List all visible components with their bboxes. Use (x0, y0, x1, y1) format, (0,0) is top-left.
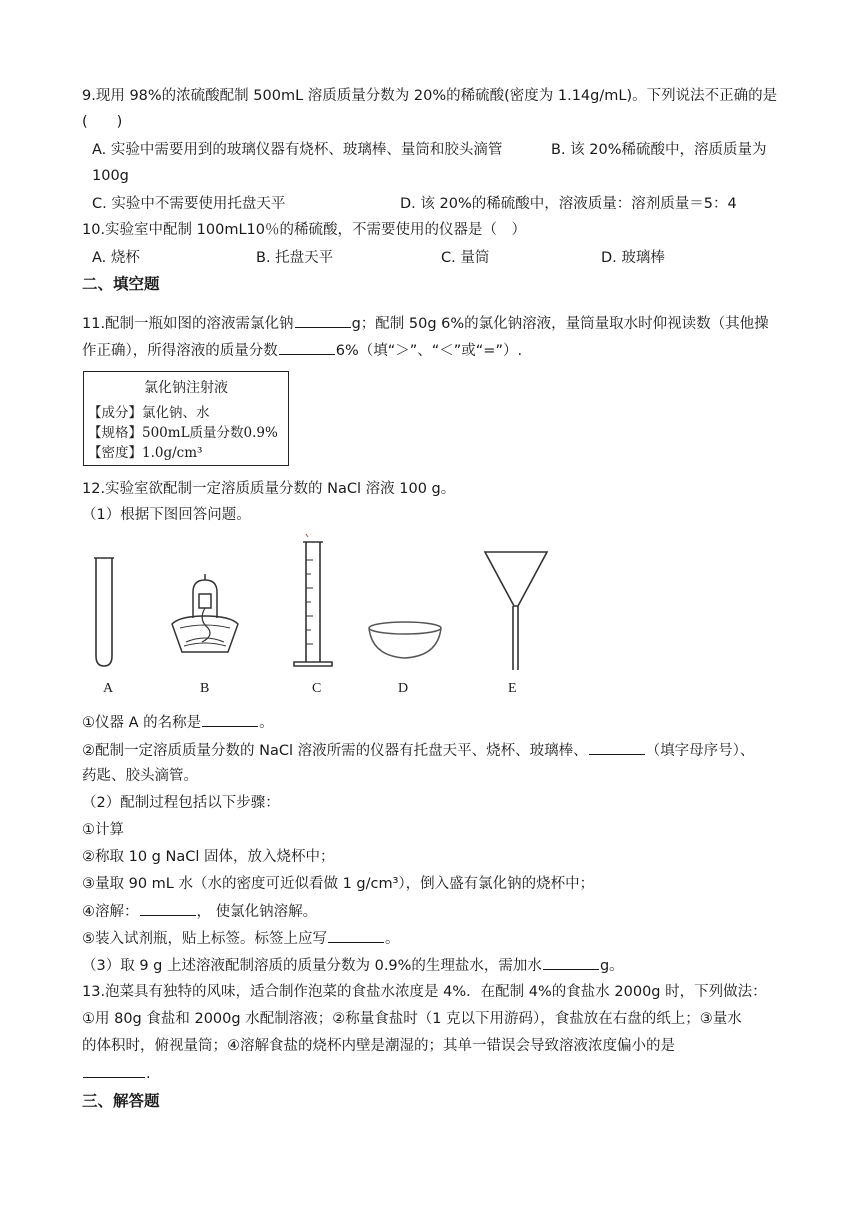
q11-line2 (82, 340, 522, 361)
apparatus-figure (80, 530, 560, 680)
q12-step5-text: ⑤装入试剂瓶，贴上标签。标签上应写 (82, 931, 327, 947)
label-key: 【密度】 (88, 445, 142, 461)
section-answer-title: 三、解答题 (82, 1092, 160, 1110)
q9-stem: 9.现用 98%的浓硫酸配制 500mL 溶质质量分数为 20%的稀硫酸(密度为 1.14g/mL)。下列说法不正确的是 (82, 88, 778, 104)
q12-part3 (82, 955, 624, 976)
q12-part3-end: g。 (599, 958, 624, 974)
q10-option-d: D. 玻璃棒 (601, 250, 665, 266)
test-tube-icon (94, 558, 114, 666)
answer-blank[interactable] (328, 928, 384, 943)
answer-blank[interactable] (202, 712, 258, 727)
apparatus-letter-b: B (200, 681, 210, 696)
label-row-density (88, 444, 202, 462)
label-title: 氯化钠注射液 (144, 380, 228, 396)
q12-step3: ③量取 90 mL 水（水的密度可近似看做 1 g/cm³），倒入盛有氯化钠的烧杯中； (82, 876, 595, 892)
label-row-composition (88, 404, 210, 422)
apparatus-letter-c: C (312, 681, 322, 696)
answer-blank[interactable] (295, 313, 351, 328)
q13-end: . (146, 1066, 151, 1082)
q12-sub2-end: （填字母序号）、 (645, 743, 755, 759)
answer-blank[interactable] (543, 955, 599, 970)
q11-text-d: 6%（填“＞”、“＜”或“=”）. (335, 343, 523, 359)
label-value: 氯化钠、水 (142, 405, 210, 421)
q12-sub1-end: 。 (259, 715, 274, 731)
answer-blank[interactable] (83, 1063, 145, 1078)
q12-sub2 (82, 740, 754, 761)
q12-step4 (82, 901, 317, 922)
label-value: 1.0g/cm³ (142, 445, 203, 461)
q12-part2: （2）配制过程包括以下步骤： (82, 795, 280, 811)
graduated-cylinder-icon (294, 534, 332, 666)
q12-sub1 (82, 712, 274, 733)
q10-option-c: C. 量筒 (441, 250, 490, 266)
q12-part1: （1）根据下图回答问题。 (82, 507, 251, 523)
q13-line1: 13.泡菜具有独特的风味，适合制作泡菜的食盐水浓度是 4%．在配制 4%的食盐水 2000g 时，下列做法： (82, 984, 767, 1000)
alcohol-lamp-icon (172, 574, 238, 652)
q13-line3: 的体积时，俯视量筒；④溶解食盐的烧杯内壁是潮湿的；其单一错误会导致溶液浓度偏小的是 (82, 1038, 675, 1054)
q9-option-c: C. 实验中不需要使用托盘天平 (92, 196, 286, 212)
q12-step5-end: 。 (385, 931, 400, 947)
q12-stem: 12.实验室欲配制一定溶质质量分数的 NaCl 溶液 100 g。 (82, 481, 456, 497)
q12-step4-end: ， 使氯化钠溶解。 (196, 904, 318, 920)
q9-option-b-cont: 100g (92, 168, 129, 184)
label-key: 【规格】 (88, 425, 142, 441)
label-key: 【成分】 (88, 405, 142, 421)
funnel-icon (485, 552, 547, 670)
apparatus-letter-d: D (398, 681, 409, 696)
apparatus-letter-a: A (103, 681, 114, 696)
q12-sub2-text: ②配制一定溶质质量分数的 NaCl 溶液所需的仪器有托盘天平、烧杯、玻璃棒、 (82, 743, 588, 759)
q9-paren: ( ) (82, 114, 123, 130)
q10-stem: 10.实验室中配制 100mL10％的稀硫酸，不需要使用的仪器是（ ） (82, 222, 526, 238)
q10-option-b: B. 托盘天平 (256, 250, 334, 266)
answer-blank[interactable] (140, 901, 196, 916)
q12-step5 (82, 928, 400, 949)
q12-sub1-text: ①仪器 A 的名称是 (82, 715, 202, 731)
q13-line4 (82, 1063, 151, 1084)
q12-part3-text: （3）取 9 g 上述溶液配制溶质的质量分数为 0.9%的生理盐水，需加水 (82, 958, 542, 974)
q11-text-b: g；配制 50g 6%的氯化钠溶液，量筒量取水时仰视读数（其他操 (351, 316, 769, 332)
q9-option-d: D. 该 20%的稀硫酸中，溶液质量：溶剂质量＝5：4 (400, 196, 737, 212)
answer-blank[interactable] (279, 340, 335, 355)
q11-text-c: 作正确），所得溶液的质量分数 (82, 343, 278, 359)
section-fill-in-title: 二、填空题 (82, 275, 160, 293)
q13-line2: ①用 80g 食盐和 2000g 水配制溶液；②称量食盐时（1 克以下用游码），食盐放在右盘的纸上；③量水 (82, 1011, 742, 1027)
q11-text-a: 11.配制一瓶如图的溶液需氯化钠 (82, 316, 294, 332)
label-value: 500mL质量分数0.9% (142, 425, 278, 441)
apparatus-letter-e: E (508, 681, 517, 696)
q10-option-a: A. 烧杯 (92, 250, 140, 266)
q12-sub2-cont: 药匙、胶头滴管。 (82, 768, 198, 784)
label-row-spec (88, 424, 278, 442)
evaporating-dish-icon (369, 622, 441, 658)
q12-step1: ①计算 (82, 822, 124, 838)
q9-option-b: B. 该 20%稀硫酸中，溶质质量为 (551, 142, 767, 158)
q9-option-a: A. 实验中需要用到的玻璃仪器有烧杯、玻璃棒、量筒和胶头滴管 (92, 142, 503, 158)
q12-step2: ②称取 10 g NaCl 固体，放入烧杯中； (82, 849, 335, 865)
saline-label-figure (83, 371, 289, 466)
answer-blank[interactable] (589, 740, 645, 755)
q11-line1 (82, 313, 769, 334)
q12-step4-text: ④溶解： (82, 904, 139, 920)
